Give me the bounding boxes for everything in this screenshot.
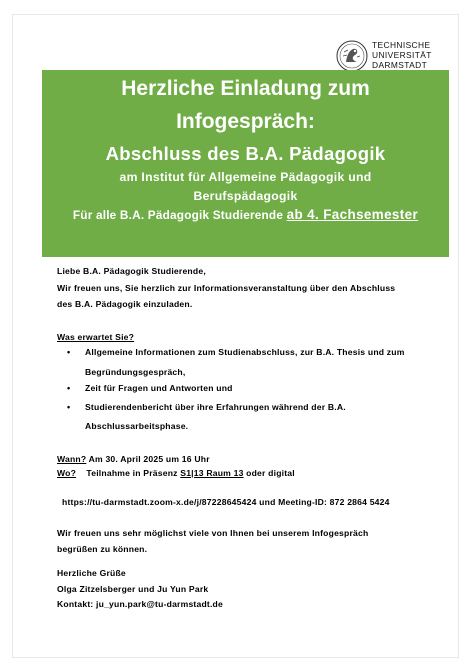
closing-line-1: Wir freuen uns sehr möglichst viele von Ihnen bei unserem Infogespräch [57, 528, 369, 538]
intro-line-1: Wir freuen uns, Sie herzlich zur Informationsveranstaltung über den Abschluss [57, 283, 396, 293]
audience-line [42, 205, 449, 225]
bullet-1-line-1: Allgemeine Informationen zum Studienabschluss, zur B.A. Thesis und zum [85, 347, 405, 357]
subtitle: Abschluss des B.A. Pädagogik [105, 143, 386, 164]
where-text-suffix: oder digital [246, 468, 295, 478]
bullet-dot-icon: • [67, 402, 71, 412]
where-label: Wo? [57, 468, 77, 478]
title-line-2: Infogespräch: [176, 110, 315, 133]
logo-line-3: DARMSTADT [372, 60, 428, 70]
institute-line-2: Berufspädagogik [193, 189, 298, 203]
title-line-1: Herzliche Einladung zum [121, 77, 370, 100]
expect-heading: Was erwartet Sie? [57, 332, 135, 342]
title-banner [42, 70, 449, 257]
contact-line[interactable]: Kontakt: ju_yun.park@tu-darmstadt.de [57, 599, 223, 609]
regards: Herzliche Grüße [57, 568, 126, 578]
bullet-1-line-2: Begründungsgespräch, [85, 367, 186, 377]
tu-darmstadt-seal-icon [336, 40, 368, 72]
bullet-dot-icon: • [67, 347, 71, 357]
audience-prefix: Für alle B.A. Pädagogik Studierende [72, 208, 284, 222]
bullet-3-line-2: Abschlussarbeitsphase. [85, 421, 189, 431]
logo-line-2: UNIVERSITÄT [372, 50, 432, 60]
where-room: S1|13 Raum 13 [180, 468, 244, 478]
audience-emphasis: ab 4. Fachsemester [286, 207, 419, 222]
signature-names: Olga Zitzelsberger und Ju Yun Park [57, 584, 209, 594]
intro-line-2: des B.A. Pädagogik einzuladen. [57, 299, 193, 309]
institute-line-1: am Institut für Allgemeine Pädagogik und [119, 170, 372, 184]
when-line [57, 454, 210, 464]
when-text: Am 30. April 2025 um 16 Uhr [88, 454, 210, 464]
bullet-2-line-1: Zeit für Fragen und Antworten und [85, 383, 233, 393]
logo-line-1: TECHNISCHE [372, 40, 431, 50]
closing-line-2: begrüßen zu können. [57, 544, 148, 554]
greeting: Liebe B.A. Pädagogik Studierende, [57, 266, 206, 276]
bullet-3-line-1: Studierendenbericht über ihre Erfahrungen während der B.A. [85, 402, 346, 412]
when-label: Wann? [57, 454, 87, 464]
zoom-link[interactable]: https://tu-darmstadt.zoom-x.de/j/87228645424 und Meeting-ID: 872 2864 5424 [62, 497, 390, 507]
where-line [57, 468, 295, 478]
where-text-prefix: Teilnahme in Präsenz [86, 468, 178, 478]
bullet-dot-icon: • [67, 383, 71, 393]
